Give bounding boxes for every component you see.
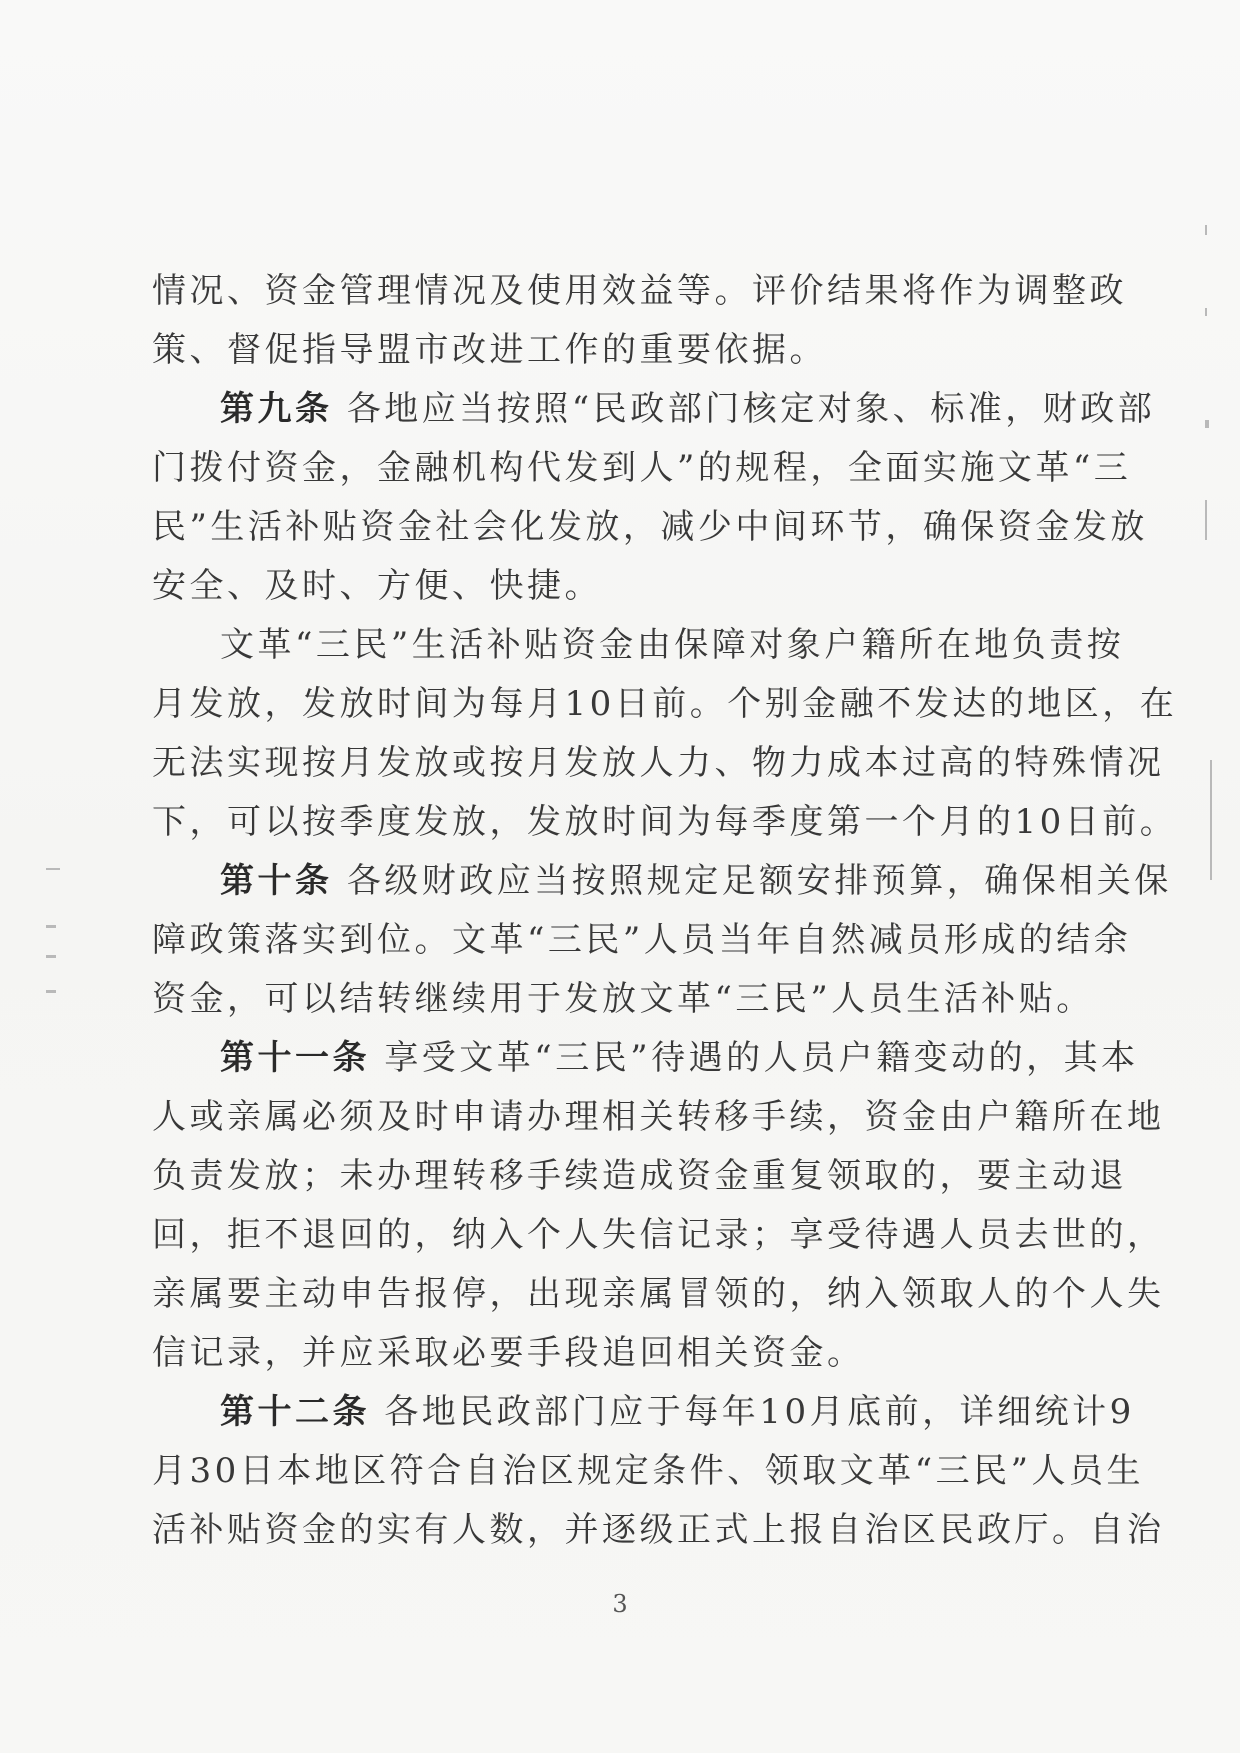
scan-edge-mark [1205, 308, 1207, 316]
body-line: 无法实现按月发放或按月发放人力、物力成本过高的特殊情况 [152, 743, 1165, 783]
scan-edge-mark [1205, 225, 1207, 235]
scan-edge-mark [46, 990, 56, 993]
body-line: 民”生活补贴资金社会化发放，减少中间环节，确保资金发放 [152, 507, 1148, 547]
body-line: 情况、资金管理情况及使用效益等。评价结果将作为调整政 [152, 271, 1127, 311]
document-body [152, 262, 1178, 1560]
scan-edge-mark [46, 925, 56, 928]
article-9-text: 各地应当按照“民政部门核定对象、标准，财政部 [346, 389, 1156, 429]
article-10-text: 各级财政应当按照规定足额安排预算，确保相关保 [346, 861, 1172, 901]
body-line: 回，拒不退回的，纳入个人失信记录；享受待遇人员去世的， [152, 1215, 1165, 1255]
article-12-line [152, 1383, 1135, 1442]
body-line: 负责发放；未办理转移手续造成资金重复领取的，要主动退 [152, 1156, 1127, 1196]
body-line: 策、督促指导盟市改进工作的重要依据。 [152, 330, 827, 370]
article-9-heading: 第九条 [220, 389, 333, 429]
article-12-text: 各地民政部门应于每年10月底前，详细统计9 [384, 1392, 1135, 1432]
body-line: 人或亲属必须及时申请办理相关转移手续，资金由户籍所在地 [152, 1097, 1165, 1137]
body-line: 资金，可以结转继续用于发放文革“三民”人员生活补贴。 [152, 979, 1094, 1019]
article-11-line [152, 1029, 1139, 1088]
article-9-line [152, 380, 1156, 439]
body-line: 文革“三民”生活补贴资金由保障对象户籍所在地负责按 [220, 625, 1125, 665]
page-number: 3 [612, 1590, 628, 1618]
body-line: 下，可以按季度发放，发放时间为每季度第一个月的10日前。 [152, 802, 1178, 842]
body-line: 月发放，发放时间为每月10日前。个别金融不发达的地区，在 [152, 684, 1178, 724]
body-line: 门拨付资金，金融机构代发到人”的规程，全面实施文革“三 [152, 448, 1132, 488]
scan-edge-mark [46, 955, 56, 958]
body-line: 亲属要主动申告报停，出现亲属冒领的，纳入领取人的个人失 [152, 1274, 1165, 1314]
article-10-line [152, 852, 1172, 911]
body-line: 信记录，并应采取必要手段追回相关资金。 [152, 1333, 865, 1373]
scan-edge-mark [1205, 420, 1209, 428]
scan-edge-mark [1205, 500, 1207, 540]
article-11-text: 享受文革“三民”待遇的人员户籍变动的，其本 [384, 1038, 1139, 1078]
article-10-heading: 第十条 [220, 861, 333, 901]
body-line: 活补贴资金的实有人数，并逐级正式上报自治区民政厅。自治 [152, 1510, 1165, 1550]
body-line: 月30日本地区符合自治区规定条件、领取文革“三民”人员生 [152, 1451, 1145, 1491]
article-11-heading: 第十一条 [220, 1038, 370, 1078]
scan-edge-mark [46, 868, 60, 870]
body-line: 障政策落实到位。文革“三民”人员当年自然减员形成的结余 [152, 920, 1132, 960]
body-line: 安全、及时、方便、快捷。 [152, 566, 602, 606]
scan-edge-mark [1210, 760, 1212, 880]
article-12-heading: 第十二条 [220, 1392, 370, 1432]
